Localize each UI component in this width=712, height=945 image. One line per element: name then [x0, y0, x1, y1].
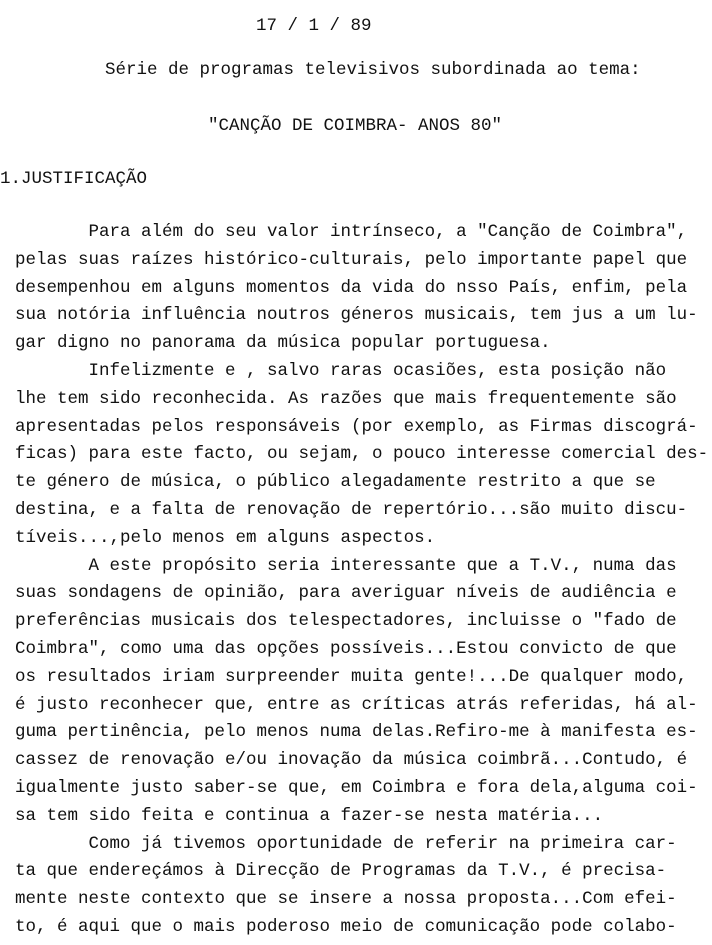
body-line: tíveis...,pelo menos em alguns aspectos.: [15, 528, 436, 548]
body-line: apresentadas pelos responsáveis (por exemplo, as Firmas discográ-: [15, 417, 698, 437]
body-line: ta que endereçámos à Direcção de Programas da T.V., é precisa-: [15, 861, 667, 881]
body-line: destina, e a falta de renovação de repertório...são muito discu-: [15, 500, 688, 520]
body-line: preferências musicais dos telespectadores, incluisse o "fado de: [15, 611, 677, 631]
body-line: suas sondagens de opinião, para averiguar níveis de audiência e: [15, 583, 677, 603]
section-heading: 1.JUSTIFICAÇÃO: [0, 169, 148, 189]
body-line: os resultados iriam surpreender muita gente!...De qualquer modo,: [15, 667, 688, 687]
body-line: desempenhou em alguns momentos da vida do nsso País, enfim, pela: [15, 278, 688, 298]
body-line: é justo reconhecer que, entre as críticas atrás referidas, há al-: [15, 695, 698, 715]
body-line: lhe tem sido reconhecida. As razões que mais frequentemente são: [15, 389, 677, 409]
body-line: ficas) para este facto, ou sejam, o pouco interesse comercial des-: [15, 444, 709, 464]
body-line: to, é aqui que o mais poderoso meio de comunicação pode colabo-: [15, 917, 677, 937]
body-line: gar digno no panorama da música popular portuguesa.: [15, 333, 551, 353]
body-line: igualmente justo saber-se que, em Coimbra e fora dela,alguma coi-: [15, 778, 698, 798]
body-line: mente neste contexto que se insere a nossa proposta...Com efei-: [15, 889, 677, 909]
body-line: pelas suas raízes histórico-culturais, pelo importante papel que: [15, 250, 688, 270]
body-line: Coimbra", como uma das opções possíveis...Estou convicto de que: [15, 639, 677, 659]
document-intro: Série de programas televisivos subordinada ao tema:: [105, 60, 641, 80]
body-line: Infelizmente e , salvo raras ocasiões, esta posição não: [15, 361, 667, 381]
body-line: cassez de renovação e/ou inovação da música coimbrã...Contudo, é: [15, 750, 688, 770]
document-title: "CANÇÃO DE COIMBRA- ANOS 80": [208, 116, 503, 136]
document-date: 17 / 1 / 89: [256, 16, 372, 36]
body-line: Como já tivemos oportunidade de referir na primeira car-: [15, 834, 677, 854]
body-line: A este propósito seria interessante que a T.V., numa das: [15, 556, 677, 576]
body-line: sa tem sido feita e continua a fazer-se nesta matéria...: [15, 806, 604, 826]
body-line: guma pertinência, pelo menos numa delas.Refiro-me à manifesta es-: [15, 722, 698, 742]
body-line: sua notória influência noutros géneros musicais, tem jus a um lu-: [15, 305, 698, 325]
body-line: te género de música, o público alegadamente restrito a que se: [15, 472, 656, 492]
body-line: Para além do seu valor intrínseco, a "Canção de Coimbra",: [15, 222, 688, 242]
